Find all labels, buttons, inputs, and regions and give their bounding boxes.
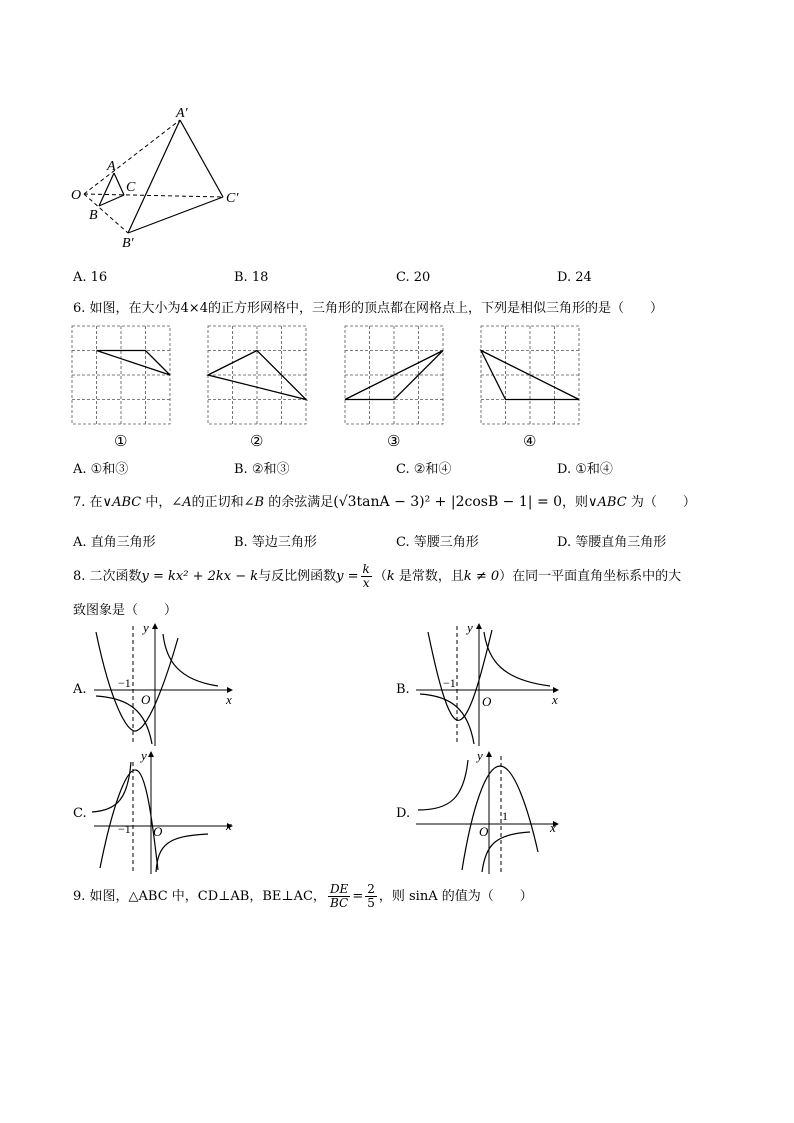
q8-graph-d[interactable] [410,748,565,876]
neg1-label-c: −1 [118,822,131,836]
triangle-1 [97,351,171,376]
label-b: B [89,208,98,223]
grid-3 [345,326,443,424]
neg1-label-b: −1 [443,676,456,690]
axis-y-label-c: y [141,748,147,763]
q9-equals: = [352,889,364,904]
label-o: O [71,188,82,203]
label-a: A [107,159,116,174]
small-triangle-side-ac [114,173,124,195]
q8-text-c: （ [373,569,387,584]
q9-suffix: ，则 sinA 的值为（ ） [378,889,533,904]
axis-x-label-c: x [226,818,232,833]
homothety-figure [60,100,260,255]
q7-end: 为（ ） [626,495,696,510]
hyperbola-b-upper [484,632,550,686]
q7-mid3: 的余弦满足 [264,495,334,510]
q9-fraction-de-bc [328,883,350,910]
q7-question [73,494,696,511]
q7-abc: ABC [112,495,142,510]
q5-option-a[interactable]: A. 16 [73,270,108,285]
small-triangle-side-ab [99,173,114,206]
q7-angle-a: A [182,495,192,510]
q9-prefix: 9. 如图，△ABC 中，CD⊥AB，BE⊥AC， [73,889,326,904]
q5-option-c[interactable]: C. 20 [396,270,431,285]
q8-option-c-label[interactable]: C. [73,806,87,821]
q8-text-e: ）在同一平面直角坐标系中的大 [499,569,682,584]
q9-frac2-den: 5 [367,896,375,910]
axis-y-label-d: y [477,748,483,763]
q7-option-b[interactable]: B. 等边三角形 [234,535,317,550]
axis-y-label-b: y [467,620,473,635]
q8-text-d: 是常数，且 [394,569,464,584]
q8-recip-fraction [361,563,372,590]
q6-question: 6. 如图，在大小为4×4的正方形网格中，三角形的顶点都在网格点上，下列是相似三角形的是（ ） [73,301,663,316]
q9-frac2-num: 2 [367,882,375,896]
q7-angle-b: B [254,495,265,510]
grid-label-3: ③ [387,434,401,450]
origin-label-c: O [153,824,163,839]
big-triangle-side-ac [180,120,223,197]
grid-label-4: ④ [523,434,537,450]
q7-abc2: ABC [597,495,627,510]
q8-graph-b[interactable] [410,620,565,748]
parabola-c [100,770,158,870]
grid-2 [208,326,306,424]
origin-label-a: O [141,692,151,707]
q6-option-a[interactable]: A. ①和③ [73,462,129,477]
q8-option-b-label[interactable]: B. [396,682,410,697]
grid-label-1: ① [114,434,128,450]
q8-k: k [386,569,395,584]
q8-graph-c[interactable] [88,748,238,876]
q8-question-line1 [73,562,681,592]
q6-option-d[interactable]: D. ①和④ [557,462,613,477]
q5-option-b[interactable]: B. 18 [234,270,269,285]
label-c: C [126,180,136,195]
hyperbola-b-lower [420,694,474,744]
label-b-prime: B′ [122,236,134,251]
q7-option-d[interactable]: D. 等腰直角三角形 [557,535,667,550]
q9-fraction-2-5 [365,883,377,910]
q7-prefix: 7. 在∨ [73,495,113,510]
q8-graph-a[interactable] [88,620,238,748]
q7-option-a[interactable]: A. 直角三角形 [73,535,156,550]
q7-suffix: ，则∨ [562,495,598,510]
origin-label-b: O [482,694,492,709]
q5-option-d[interactable]: D. 24 [557,270,592,285]
hyperbola-c-upper [92,762,131,812]
parabola-d [462,766,538,870]
axis-y-label-a: y [143,620,149,635]
q8-option-a-label[interactable]: A. [73,682,87,697]
axis-x-label-b: x [552,692,558,707]
q6-grids [70,324,590,454]
axis-x-label-a: x [226,692,232,707]
grid-label-2: ② [250,434,264,450]
label-a-prime: A′ [176,106,188,121]
pos1-label-d: 1 [502,809,508,823]
q9-frac1-num: DE [329,882,349,896]
q9-question [73,882,533,912]
origin-label-d: O [479,824,489,839]
q9-frac1-den: BC [330,896,349,910]
q8-text-b: 与反比例函数 [258,569,337,584]
grid-4 [481,326,579,424]
q8-recip-num: k [362,562,370,576]
neg1-label-a: −1 [118,676,131,690]
q8-k-cond: k ≠ 0 [463,569,500,584]
axis-x-label-d: x [550,820,556,835]
hyperbola-a-upper [163,634,218,686]
q7-mid1: 中，∠ [141,495,183,510]
q8-text-a: 8. 二次函数 [73,569,142,584]
q8-quadratic: y = kx² + 2kx − k [141,569,259,584]
hyperbola-d-upper [418,760,468,810]
q8-recip-lhs: y = [336,569,359,584]
grid-1 [72,326,170,424]
q7-mid2: 的正切和∠ [191,495,255,510]
q6-option-c[interactable]: C. ②和④ [396,462,452,477]
q7-formula: (√3tanA − 3)² + |2cosB − 1| = 0 [333,494,563,510]
label-c-prime: C′ [226,191,239,206]
q8-recip-den: x [362,576,370,590]
q6-option-b[interactable]: B. ②和③ [234,462,290,477]
q8-option-d-label[interactable]: D. [396,806,411,821]
q7-option-c[interactable]: C. 等腰三角形 [396,535,479,550]
q8-question-line2: 致图象是（ ） [73,603,178,618]
hyperbola-c-lower [156,834,208,872]
